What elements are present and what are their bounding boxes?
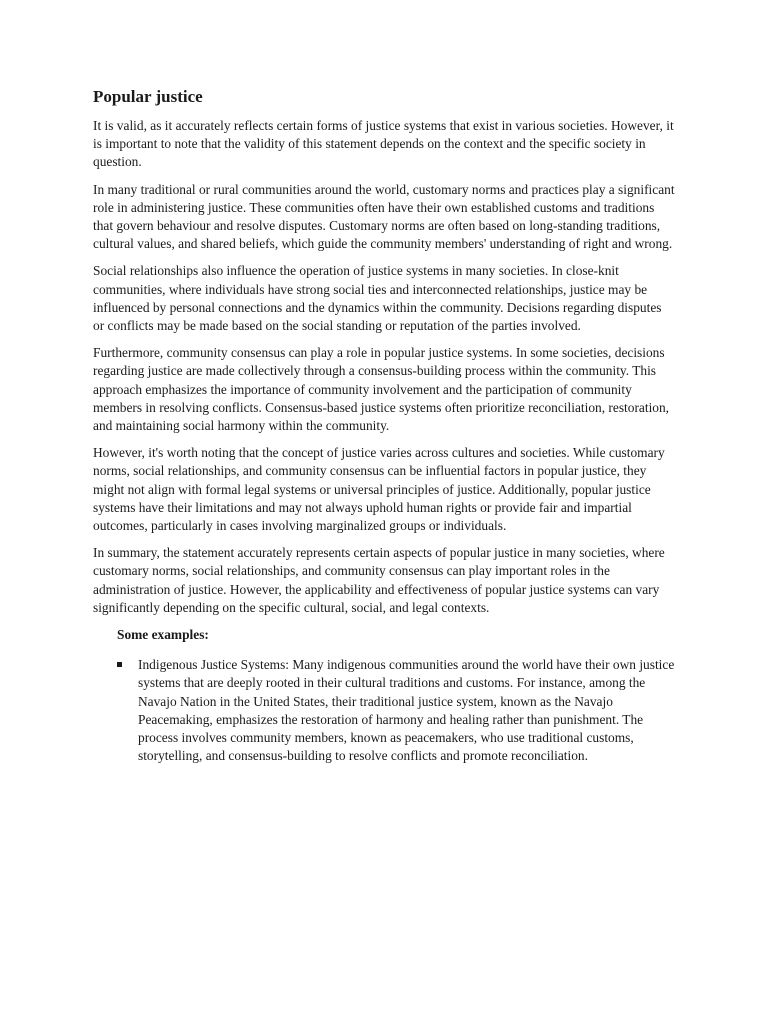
- paragraph: In many traditional or rural communities around the world, customary norms and practices play a significant role in administering justice. These communities often have their own established customs and traditions that govern behaviour and resolve disputes. Customary norms are often based on long-standing traditions, cultural values, and shared beliefs, which guide the community members' understanding of right and wrong.: [93, 181, 675, 252]
- paragraph: It is valid, as it accurately reflects certain forms of justice systems that exist in various societies. However, it is important to note that the validity of this statement depends on the context and the specific society in question.: [93, 118, 674, 170]
- document-title: Popular justice: [93, 87, 203, 106]
- paragraph: Furthermore, community consensus can play a role in popular justice systems. In some societies, decisions regarding justice are made collectively through a consensus-building process within the community. This approach emphasizes the importance of community involvement and the participation of community members in resolving conflicts. Consensus-based justice systems often prioritize reconciliation, restoration, and maintaining social harmony within the community.: [93, 345, 670, 434]
- paragraph: Social relationships also influence the operation of justice systems in many societies. In close-knit communities, where individuals have strong social ties and interconnected relationships, justice may be influenced by personal connections and the dynamics within the community. Decisions regarding disputes or conflicts may be made based on the social standing or reputation of the parties involved.: [93, 263, 662, 334]
- examples-heading: Some examples:: [117, 627, 209, 643]
- document-page: [93, 86, 675, 766]
- paragraph: In summary, the statement accurately represents certain aspects of popular justice in many societies, where customary norms, social relationships, and community consensus can play important roles in the administration of justice. However, the applicability and effectiveness of popular justice systems can vary significantly depending on the specific cultural, social, and legal contexts.: [93, 545, 665, 615]
- square-bullet-icon: [117, 662, 122, 667]
- paragraph: However, it's worth noting that the concept of justice varies across cultures and societies. While customary norms, social relationships, and community consensus can be influential factors in popular justice, they might not align with formal legal systems or universal principles of justice. Additionally, popular justice systems have their limitations and may not always uphold human rights or provide fair and impartial outcomes, particularly in cases involving marginalized groups or individuals.: [93, 445, 665, 534]
- list-item: [93, 656, 675, 765]
- list-item-text: Indigenous Justice Systems: Many indigenous communities around the world have their own justice systems that are deeply rooted in their cultural traditions and customs. For instance, among the Navajo Nation in the United States, their traditional justice system, known as the Navajo Peacemaking, emphasizes the restoration of harmony and healing rather than punishment. The process involves community members, known as peacemakers, who use traditional customs, storytelling, and consensus-building to resolve conflicts and promote reconciliation.: [138, 657, 675, 764]
- examples-list: [93, 656, 675, 765]
